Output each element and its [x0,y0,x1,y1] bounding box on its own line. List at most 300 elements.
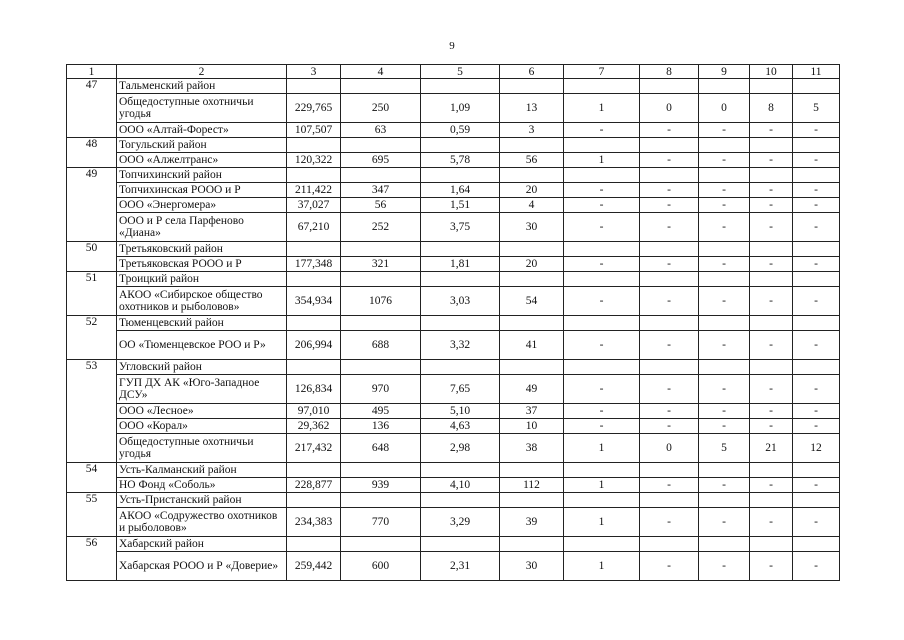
value-cell: - [699,419,750,434]
empty-cell [287,79,341,94]
empty-cell [287,168,341,183]
value-cell: 970 [341,375,421,404]
table-row [67,94,840,123]
district-row [67,537,840,552]
empty-cell [564,168,640,183]
value-cell: 1076 [341,287,421,316]
value-cell: 56 [341,198,421,213]
group-number: 51 [67,272,117,316]
empty-cell [640,79,699,94]
value-cell: 252 [341,213,421,242]
value-cell: 3,29 [421,508,500,537]
table-row [67,419,840,434]
empty-cell [793,360,840,375]
organization-name: АКОО «Содружество охотников и рыболовов» [117,508,287,537]
value-cell: - [750,287,793,316]
district-name: Угловский район [117,360,287,375]
value-cell: 1 [564,552,640,581]
value-cell: - [793,123,840,138]
district-name: Третьяковский район [117,242,287,257]
empty-cell [341,272,421,287]
value-cell: 600 [341,552,421,581]
empty-cell [500,168,564,183]
empty-cell [640,242,699,257]
value-cell: 4,63 [421,419,500,434]
value-cell: - [793,287,840,316]
empty-cell [699,79,750,94]
value-cell: - [699,552,750,581]
group-number: 52 [67,316,117,360]
header-cell: 7 [564,65,640,79]
value-cell: 67,210 [287,213,341,242]
value-cell: - [564,183,640,198]
empty-cell [640,463,699,478]
empty-cell [341,493,421,508]
value-cell: 13 [500,94,564,123]
organization-name: ГУП ДХ АК «Юго-Западное ДСУ» [117,375,287,404]
value-cell: 1 [564,153,640,168]
table-row [67,375,840,404]
empty-cell [341,79,421,94]
organization-name: Хабарская РООО и Р «Доверие» [117,552,287,581]
empty-cell [341,360,421,375]
header-cell: 10 [750,65,793,79]
value-cell: 5 [699,434,750,463]
value-cell: - [699,198,750,213]
empty-cell [500,272,564,287]
value-cell: 38 [500,434,564,463]
value-cell: 5 [793,94,840,123]
empty-cell [564,316,640,331]
value-cell: 97,010 [287,404,341,419]
value-cell: 321 [341,257,421,272]
empty-cell [640,537,699,552]
value-cell: - [640,478,699,493]
empty-cell [287,272,341,287]
empty-cell [564,463,640,478]
value-cell: 41 [500,331,564,360]
value-cell: 3,32 [421,331,500,360]
district-row [67,463,840,478]
empty-cell [421,316,500,331]
empty-cell [564,493,640,508]
empty-cell [750,493,793,508]
value-cell: - [793,153,840,168]
value-cell: 1 [564,434,640,463]
value-cell: - [640,508,699,537]
value-cell: - [564,331,640,360]
empty-cell [341,138,421,153]
organization-name: Третьяковская РООО и Р [117,257,287,272]
value-cell: - [793,419,840,434]
empty-cell [640,493,699,508]
value-cell: - [750,257,793,272]
empty-cell [699,463,750,478]
value-cell: - [793,198,840,213]
empty-cell [640,168,699,183]
value-cell: - [793,183,840,198]
table-row [67,183,840,198]
organization-name: ООО «Алжелтранс» [117,153,287,168]
empty-cell [500,242,564,257]
group-number: 53 [67,360,117,463]
organization-name: Общедоступные охотничьи угодья [117,434,287,463]
value-cell: 63 [341,123,421,138]
value-cell: - [750,508,793,537]
value-cell: - [750,419,793,434]
empty-cell [750,79,793,94]
value-cell: 217,432 [287,434,341,463]
empty-cell [564,79,640,94]
empty-cell [341,463,421,478]
value-cell: 126,834 [287,375,341,404]
table-row [67,123,840,138]
header-cell: 5 [421,65,500,79]
empty-cell [500,360,564,375]
empty-cell [287,360,341,375]
value-cell: - [750,153,793,168]
table-row [67,153,840,168]
group-number: 55 [67,493,117,537]
district-row [67,493,840,508]
empty-cell [640,138,699,153]
value-cell: - [793,213,840,242]
empty-cell [750,168,793,183]
empty-cell [421,242,500,257]
empty-cell [421,493,500,508]
value-cell: 4,10 [421,478,500,493]
header-cell: 3 [287,65,341,79]
value-cell: 7,65 [421,375,500,404]
header-cell: 6 [500,65,564,79]
district-name: Троицкий район [117,272,287,287]
value-cell: - [564,257,640,272]
organization-name: ООО и Р села Парфеново «Диана» [117,213,287,242]
table-body [67,65,840,581]
district-row [67,360,840,375]
empty-cell [421,463,500,478]
value-cell: 136 [341,419,421,434]
empty-cell [500,537,564,552]
value-cell: - [699,404,750,419]
value-cell: 0 [699,94,750,123]
empty-cell [640,360,699,375]
empty-cell [341,537,421,552]
value-cell: 112 [500,478,564,493]
empty-cell [421,138,500,153]
empty-cell [793,168,840,183]
value-cell: - [640,153,699,168]
empty-cell [341,316,421,331]
value-cell: - [699,213,750,242]
value-cell: 30 [500,552,564,581]
header-row [67,65,840,79]
value-cell: 688 [341,331,421,360]
value-cell: - [564,123,640,138]
value-cell: 49 [500,375,564,404]
empty-cell [287,242,341,257]
value-cell: - [640,183,699,198]
value-cell: 347 [341,183,421,198]
value-cell: - [793,375,840,404]
organization-name: Топчихинская РООО и Р [117,183,287,198]
value-cell: 5,78 [421,153,500,168]
value-cell: 228,877 [287,478,341,493]
value-cell: 4 [500,198,564,213]
value-cell: 8 [750,94,793,123]
value-cell: 3,03 [421,287,500,316]
value-cell: - [750,375,793,404]
empty-cell [287,316,341,331]
value-cell: - [640,198,699,213]
empty-cell [500,463,564,478]
empty-cell [793,79,840,94]
empty-cell [564,360,640,375]
value-cell: - [699,257,750,272]
district-name: Хабарский район [117,537,287,552]
value-cell: 495 [341,404,421,419]
value-cell: 250 [341,94,421,123]
empty-cell [699,493,750,508]
value-cell: - [564,287,640,316]
value-cell: - [750,331,793,360]
value-cell: 29,362 [287,419,341,434]
header-cell: 1 [67,65,117,79]
value-cell: - [793,257,840,272]
district-name: Тюменцевский район [117,316,287,331]
header-cell: 2 [117,65,287,79]
organization-name: ООО «Лесное» [117,404,287,419]
empty-cell [750,537,793,552]
empty-cell [500,493,564,508]
value-cell: 177,348 [287,257,341,272]
value-cell: - [640,287,699,316]
value-cell: 37 [500,404,564,419]
value-cell: 3 [500,123,564,138]
value-cell: - [750,198,793,213]
value-cell: 211,422 [287,183,341,198]
value-cell: 10 [500,419,564,434]
table-row [67,257,840,272]
value-cell: 0 [640,94,699,123]
empty-cell [750,138,793,153]
value-cell: - [640,419,699,434]
value-cell: - [750,183,793,198]
empty-cell [421,79,500,94]
value-cell: 1 [564,478,640,493]
empty-cell [564,537,640,552]
value-cell: 54 [500,287,564,316]
value-cell: 648 [341,434,421,463]
empty-cell [750,272,793,287]
empty-cell [793,493,840,508]
empty-cell [699,138,750,153]
empty-cell [287,493,341,508]
district-name: Усть-Калманский район [117,463,287,478]
value-cell: 2,31 [421,552,500,581]
empty-cell [750,316,793,331]
organization-name: ООО «Алтай-Форест» [117,123,287,138]
empty-cell [699,316,750,331]
table-row [67,552,840,581]
value-cell: - [750,123,793,138]
empty-cell [750,463,793,478]
value-cell: - [699,183,750,198]
value-cell: - [750,552,793,581]
value-cell: 259,442 [287,552,341,581]
value-cell: - [750,213,793,242]
value-cell: 695 [341,153,421,168]
table-row [67,404,840,419]
value-cell: 2,98 [421,434,500,463]
value-cell: - [793,404,840,419]
header-cell: 4 [341,65,421,79]
value-cell: - [640,213,699,242]
empty-cell [564,242,640,257]
page-number: 9 [449,40,455,52]
empty-cell [421,360,500,375]
district-row [67,79,840,94]
empty-cell [341,242,421,257]
district-row [67,138,840,153]
empty-cell [500,79,564,94]
district-name: Топчихинский район [117,168,287,183]
value-cell: - [640,375,699,404]
value-cell: 1,09 [421,94,500,123]
value-cell: - [793,508,840,537]
value-cell: - [699,287,750,316]
organization-name: НО Фонд «Соболь» [117,478,287,493]
value-cell: - [699,153,750,168]
table-row [67,508,840,537]
header-cell: 11 [793,65,840,79]
value-cell: 1,81 [421,257,500,272]
empty-cell [699,242,750,257]
value-cell: 20 [500,257,564,272]
group-number: 50 [67,242,117,272]
value-cell: 20 [500,183,564,198]
empty-cell [793,463,840,478]
district-row [67,242,840,257]
empty-cell [699,360,750,375]
value-cell: - [640,552,699,581]
empty-cell [793,138,840,153]
value-cell: 107,507 [287,123,341,138]
organization-name: ООО «Корал» [117,419,287,434]
organization-name: АКОО «Сибирское общество охотников и рыболовов» [117,287,287,316]
value-cell: - [793,478,840,493]
value-cell: 1,64 [421,183,500,198]
group-number: 47 [67,79,117,138]
value-cell: - [699,123,750,138]
organization-name: Общедоступные охотничьи угодья [117,94,287,123]
table-row [67,287,840,316]
value-cell: 1,51 [421,198,500,213]
table-row [67,331,840,360]
value-cell: - [699,508,750,537]
value-cell: - [793,331,840,360]
value-cell: 120,322 [287,153,341,168]
value-cell: 39 [500,508,564,537]
table-row [67,478,840,493]
empty-cell [500,138,564,153]
value-cell: - [564,198,640,213]
district-row [67,272,840,287]
empty-cell [793,537,840,552]
district-name: Тальменский район [117,79,287,94]
group-number: 56 [67,537,117,581]
empty-cell [699,537,750,552]
district-row [67,168,840,183]
value-cell: - [564,419,640,434]
value-cell: - [699,375,750,404]
empty-cell [699,272,750,287]
value-cell: 5,10 [421,404,500,419]
value-cell: - [793,552,840,581]
value-cell: - [640,404,699,419]
empty-cell [793,272,840,287]
value-cell: 37,027 [287,198,341,213]
table-row [67,213,840,242]
value-cell: - [640,331,699,360]
empty-cell [640,272,699,287]
empty-cell [750,242,793,257]
empty-cell [287,537,341,552]
value-cell: 12 [793,434,840,463]
value-cell: - [699,478,750,493]
value-cell: 206,994 [287,331,341,360]
district-row [67,316,840,331]
empty-cell [500,316,564,331]
value-cell: 1 [564,94,640,123]
value-cell: 229,765 [287,94,341,123]
district-name: Тогульский район [117,138,287,153]
value-cell: 0,59 [421,123,500,138]
empty-cell [564,272,640,287]
value-cell: - [564,213,640,242]
group-number: 54 [67,463,117,493]
table-row [67,198,840,213]
value-cell: - [564,375,640,404]
value-cell: 234,383 [287,508,341,537]
district-name: Усть-Пристанский район [117,493,287,508]
value-cell: 0 [640,434,699,463]
empty-cell [564,138,640,153]
empty-cell [287,463,341,478]
value-cell: - [699,331,750,360]
value-cell: 21 [750,434,793,463]
value-cell: - [750,404,793,419]
header-cell: 8 [640,65,699,79]
value-cell: 3,75 [421,213,500,242]
table-row [67,434,840,463]
empty-cell [421,272,500,287]
empty-cell [640,316,699,331]
value-cell: - [640,123,699,138]
empty-cell [793,242,840,257]
value-cell: - [564,404,640,419]
data-table [66,64,840,581]
group-number: 49 [67,168,117,242]
value-cell: 354,934 [287,287,341,316]
empty-cell [793,316,840,331]
empty-cell [287,138,341,153]
value-cell: - [640,257,699,272]
organization-name: ООО «Энергомера» [117,198,287,213]
empty-cell [421,537,500,552]
value-cell: 770 [341,508,421,537]
empty-cell [750,360,793,375]
